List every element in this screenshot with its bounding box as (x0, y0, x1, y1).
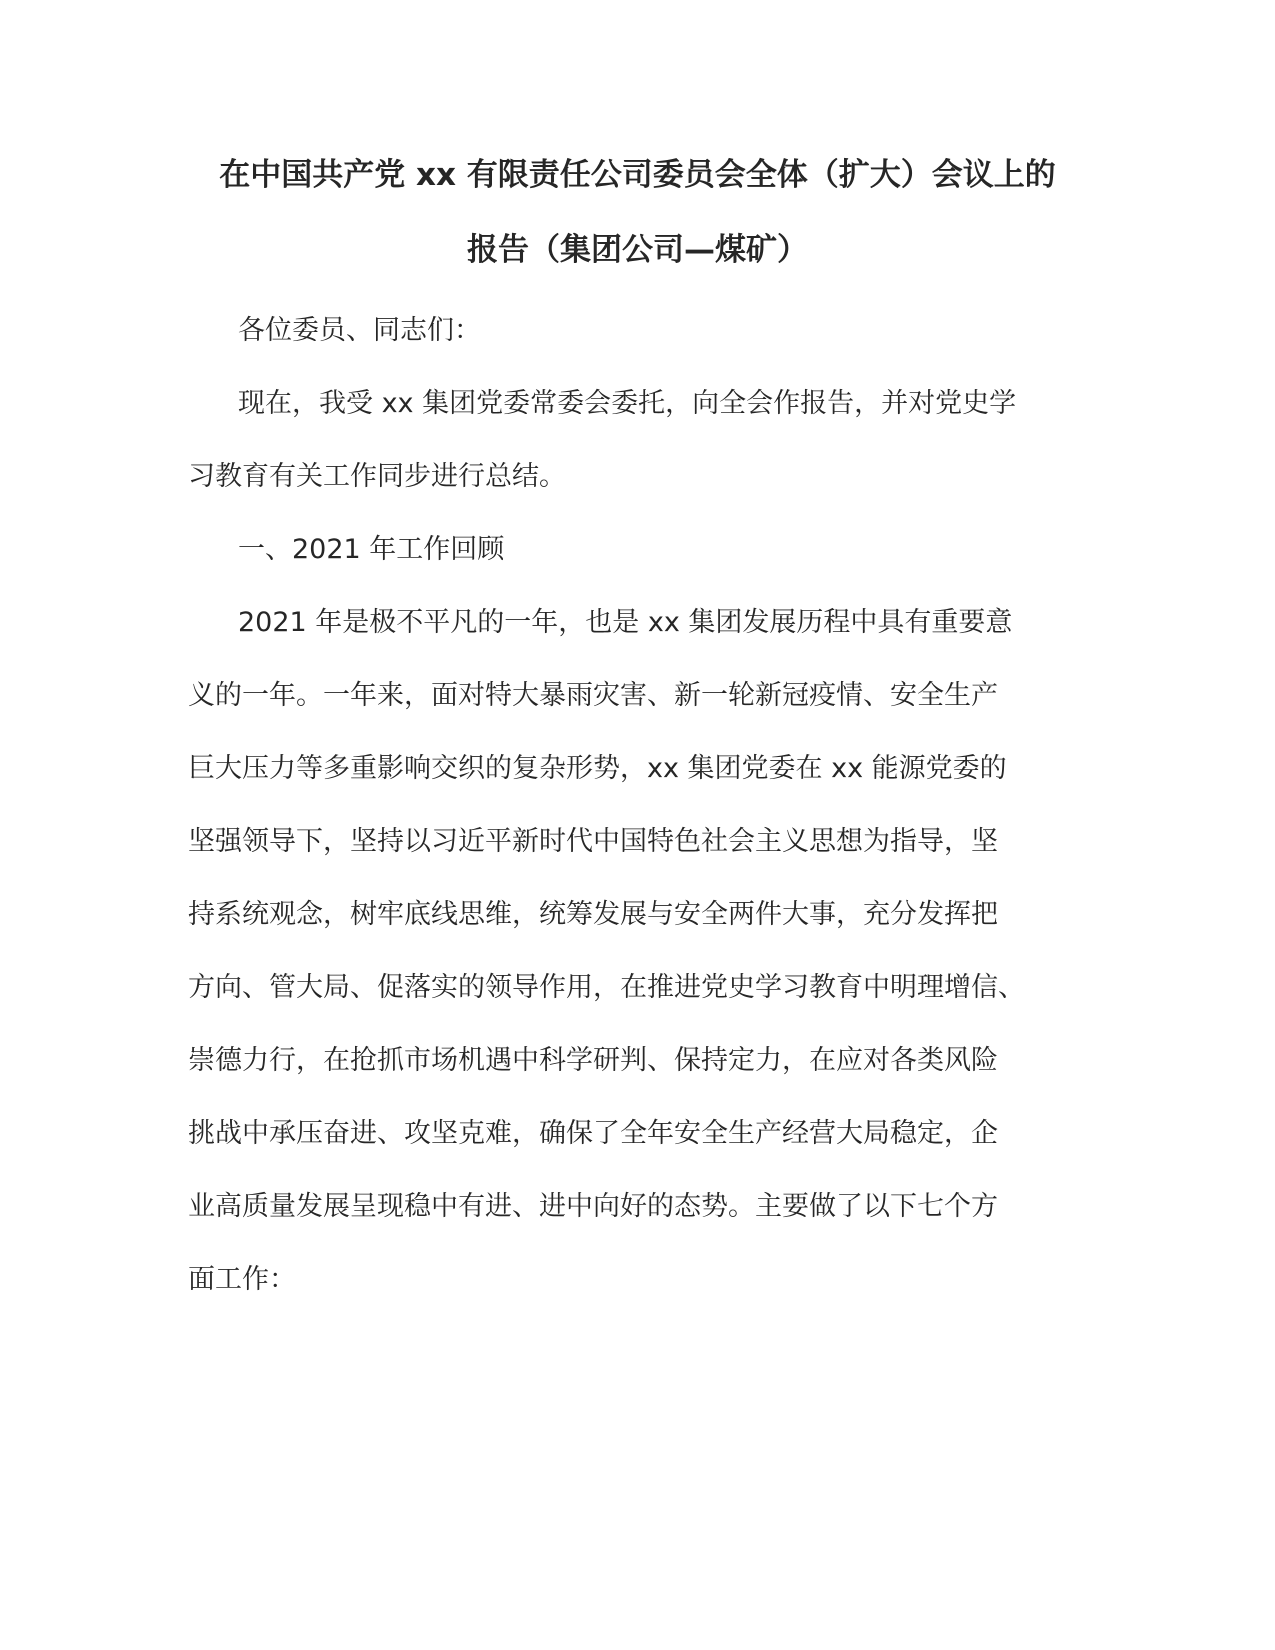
paragraph-line: 面工作： (188, 1264, 296, 1295)
paragraph-line: 义的一年。一年来，面对特大暴雨灾害、新一轮新冠疫情、安全生产 (188, 680, 998, 711)
document-title-line-1: 在中国共产党 xx 有限责任公司委员会全体（扩大）会议上的 (219, 157, 1056, 193)
paragraph-line: 习教育有关工作同步进行总结。 (188, 461, 566, 492)
paragraph-line: 业高质量发展呈现稳中有进、进中向好的态势。主要做了以下七个方 (188, 1191, 998, 1222)
section-heading: 一、2021 年工作回顾 (238, 534, 505, 565)
paragraph-line: 巨大压力等多重影响交织的复杂形势，xx 集团党委在 xx 能源党委的 (188, 753, 1007, 784)
document-title-line-2: 报告（集团公司—煤矿） (467, 232, 808, 268)
paragraph-line: 2021 年是极不平凡的一年，也是 xx 集团发展历程中具有重要意 (238, 607, 1013, 638)
paragraph-line: 持系统观念，树牢底线思维，统筹发展与安全两件大事，充分发挥把 (188, 899, 998, 930)
paragraph-line: 挑战中承压奋进、攻坚克难，确保了全年安全生产经营大局稳定，企 (188, 1118, 998, 1149)
salutation: 各位委员、同志们： (238, 315, 481, 346)
paragraph-line: 崇德力行，在抢抓市场机遇中科学研判、保持定力，在应对各类风险 (188, 1045, 998, 1076)
paragraph-line: 方向、管大局、促落实的领导作用，在推进党史学习教育中明理增信、 (188, 972, 1025, 1003)
paragraph-line: 坚强领导下，坚持以习近平新时代中国特色社会主义思想为指导，坚 (188, 826, 998, 857)
paragraph-line: 现在，我受 xx 集团党委常委会委托，向全会作报告，并对党史学 (238, 388, 1017, 419)
